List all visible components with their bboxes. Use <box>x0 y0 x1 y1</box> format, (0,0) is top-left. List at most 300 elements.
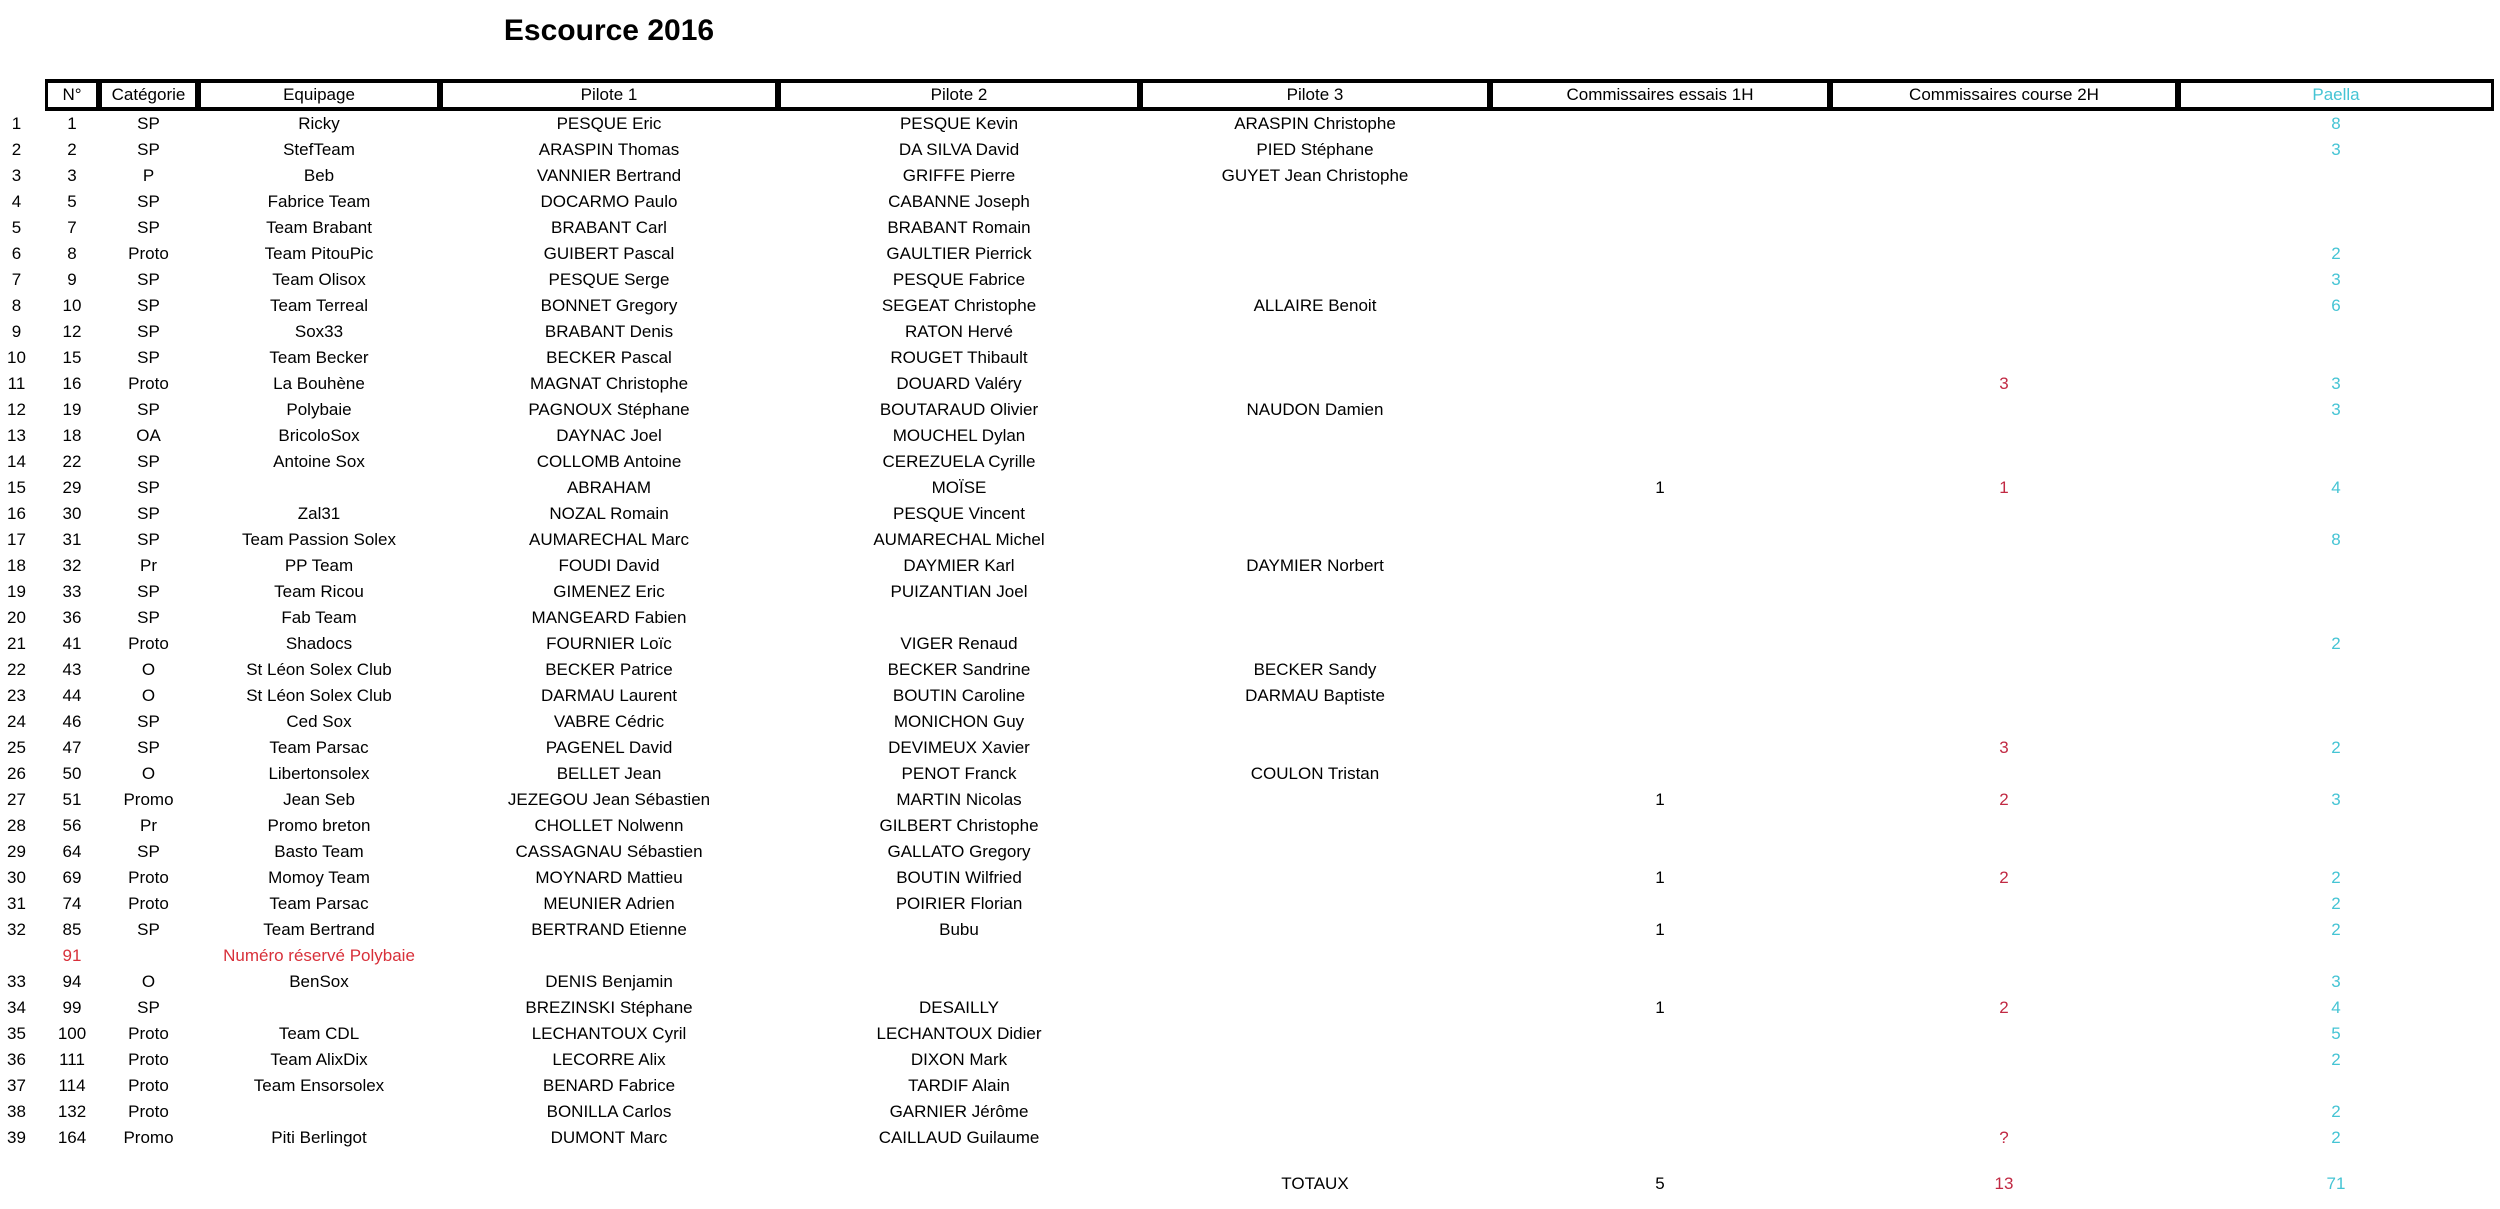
cell-course2h <box>1830 449 2178 475</box>
cell-p2: BOUTARAUD Olivier <box>879 400 1039 419</box>
table-row <box>0 345 2500 371</box>
cell-p1: VANNIER Bertrand <box>536 166 682 185</box>
cell-cat: SP <box>137 530 160 549</box>
cell-cat: SP <box>137 608 160 627</box>
cell-paella <box>2178 761 2494 787</box>
cell-p1: BONNET Gregory <box>540 296 678 315</box>
cell-idx: 5 <box>11 218 22 237</box>
cell-course2h: 3 <box>1999 738 2009 757</box>
cell-num: 85 <box>62 920 82 939</box>
cell-num: 12 <box>62 322 82 341</box>
cell-team: BenSox <box>289 972 349 991</box>
cell-p1: PAGENEL David <box>545 738 673 757</box>
cell-idx: 22 <box>7 660 26 679</box>
cell-cat: Proto <box>128 374 169 393</box>
table-row <box>0 189 2500 215</box>
cell-p2: DAYMIER Karl <box>903 556 1015 575</box>
cell-essais1h <box>1490 319 1830 345</box>
cell-p1: NOZAL Romain <box>549 504 669 523</box>
cell-p3 <box>1140 1099 1490 1125</box>
cell-paella: 2 <box>2331 244 2341 263</box>
cell-num: 2 <box>67 140 77 159</box>
cell-num: 10 <box>62 296 82 315</box>
cell-p2: DA SILVA David <box>898 140 1020 159</box>
table-row <box>0 449 2500 475</box>
cell-cat: SP <box>137 582 160 601</box>
cell-p1: ABRAHAM <box>566 478 652 497</box>
cell-p3 <box>1140 943 1490 969</box>
cell-cat: SP <box>137 192 160 211</box>
cell-num: 7 <box>67 218 77 237</box>
cell-cat: Proto <box>128 1102 169 1121</box>
cell-team: PP Team <box>284 556 354 575</box>
cell-paella <box>2178 215 2494 241</box>
cell-essais1h <box>1490 1021 1830 1047</box>
cell-p2 <box>778 943 1140 969</box>
cell-p1: MEUNIER Adrien <box>543 894 675 913</box>
cell-p1: COLLOMB Antoine <box>536 452 682 471</box>
cell-essais1h <box>1490 241 1830 267</box>
cell-course2h <box>1830 293 2178 319</box>
cell-idx: 33 <box>7 972 26 991</box>
cell-team: Ricky <box>298 114 340 133</box>
cell-essais1h <box>1490 579 1830 605</box>
cell-essais1h <box>1490 813 1830 839</box>
cell-cat: P <box>142 166 155 185</box>
cell-num: 18 <box>62 426 82 445</box>
cell-p2: MOUCHEL Dylan <box>892 426 1026 445</box>
cell-course2h <box>1830 137 2178 163</box>
cell-p1: GIMENEZ Eric <box>553 582 665 601</box>
cell-paella <box>2178 813 2494 839</box>
cell-p3 <box>1140 1047 1490 1073</box>
cell-idx: 1 <box>11 114 22 133</box>
cell-course2h <box>1830 163 2178 189</box>
cell-paella: 2 <box>2331 1102 2341 1121</box>
cell-cat: Promo <box>123 790 174 809</box>
column-header-pilote-1: Pilote 1 <box>443 83 775 107</box>
cell-cat: Proto <box>128 244 169 263</box>
cell-cat: O <box>141 764 156 783</box>
cell-num: 94 <box>62 972 82 991</box>
cell-p1: FOUDI David <box>558 556 660 575</box>
cell-essais1h <box>1490 215 1830 241</box>
cell-p1: GUIBERT Pascal <box>543 244 675 263</box>
cell-p3: DAYMIER Norbert <box>1246 556 1384 575</box>
cell-essais1h <box>1490 449 1830 475</box>
cell-team: Momoy Team <box>268 868 370 887</box>
cell-course2h <box>1830 527 2178 553</box>
page-title: Escource 2016 <box>503 14 715 47</box>
cell-cat: SP <box>137 998 160 1017</box>
cell-course2h <box>1830 683 2178 709</box>
cell-idx: 17 <box>7 530 26 549</box>
cell-p2: GALLATO Gregory <box>887 842 1031 861</box>
cell-p3 <box>1140 527 1490 553</box>
cell-course2h: 1 <box>1999 478 2009 497</box>
cell-cat: SP <box>137 712 160 731</box>
cell-num: 132 <box>57 1102 87 1121</box>
cell-p3 <box>1140 605 1490 631</box>
cell-course2h <box>1830 267 2178 293</box>
cell-paella <box>2178 839 2494 865</box>
table-row-reserved <box>0 943 2500 969</box>
cell-team: Beb <box>303 166 335 185</box>
cell-team <box>198 1099 440 1125</box>
cell-paella: 8 <box>2331 530 2341 549</box>
cell-p3 <box>1140 475 1490 501</box>
cell-essais1h: 1 <box>1655 920 1665 939</box>
column-header-commissaires-course: Commissaires course 2H <box>1833 83 2175 107</box>
table-row <box>0 969 2500 995</box>
cell-idx: 39 <box>7 1128 26 1147</box>
cell-course2h <box>1830 813 2178 839</box>
cell-p2: GILBERT Christophe <box>879 816 1039 835</box>
cell-idx: 32 <box>7 920 26 939</box>
cell-cat: Promo <box>123 1128 174 1147</box>
cell-p1: PAGNOUX Stéphane <box>528 400 690 419</box>
table-row <box>0 917 2500 943</box>
cell-p3 <box>1140 1073 1490 1099</box>
cell-idx: 7 <box>11 270 22 289</box>
cell-course2h: 2 <box>1999 868 2009 887</box>
cell-cat: SP <box>137 114 160 133</box>
cell-essais1h <box>1490 839 1830 865</box>
cell-p3 <box>1140 267 1490 293</box>
table-row <box>0 527 2500 553</box>
cell-course2h: 2 <box>1999 790 2009 809</box>
cell-essais1h <box>1490 943 1830 969</box>
table-row <box>0 501 2500 527</box>
column-header-pilote-3: Pilote 3 <box>1143 83 1487 107</box>
cell-p1: JEZEGOU Jean Sébastien <box>507 790 711 809</box>
cell-team: Team Parsac <box>269 894 369 913</box>
cell-num: 69 <box>62 868 82 887</box>
cell-idx: 19 <box>7 582 26 601</box>
cell-p3 <box>1140 579 1490 605</box>
cell-idx: 18 <box>7 556 26 575</box>
cell-essais1h <box>1490 267 1830 293</box>
cell-paella <box>2178 943 2494 969</box>
cell-num: 9 <box>67 270 77 289</box>
cell-num: 111 <box>59 1050 85 1069</box>
cell-paella: 2 <box>2331 894 2341 913</box>
cell-course2h <box>1830 111 2178 137</box>
cell-idx: 9 <box>11 322 22 341</box>
cell-idx: 15 <box>7 478 26 497</box>
table-row <box>0 137 2500 163</box>
cell-paella <box>2178 683 2494 709</box>
cell-cat: Proto <box>128 868 169 887</box>
cell-team: Team Becker <box>269 348 369 367</box>
cell-p3 <box>1140 189 1490 215</box>
cell-idx: 31 <box>7 894 26 913</box>
cell-num: 31 <box>62 530 82 549</box>
cell-essais1h <box>1490 631 1830 657</box>
cell-paella <box>2178 605 2494 631</box>
cell-p2: PENOT Franck <box>901 764 1017 783</box>
cell-num: 56 <box>62 816 82 835</box>
cell-p3 <box>1140 319 1490 345</box>
cell-paella: 3 <box>2331 140 2341 159</box>
cell-idx: 8 <box>11 296 22 315</box>
cell-team: StefTeam <box>283 140 355 159</box>
cell-course2h <box>1830 215 2178 241</box>
table-row <box>0 1021 2500 1047</box>
cell-team: Basto Team <box>274 842 364 861</box>
cell-essais1h <box>1490 657 1830 683</box>
cell-idx: 11 <box>7 374 26 393</box>
cell-p2: BOUTIN Wilfried <box>896 868 1022 887</box>
cell-paella <box>2178 319 2494 345</box>
cell-num: 3 <box>67 166 77 185</box>
table-row <box>0 267 2500 293</box>
cell-course2h <box>1830 891 2178 917</box>
cell-idx: 30 <box>7 868 26 887</box>
cell-paella <box>2178 501 2494 527</box>
table-row <box>0 475 2500 501</box>
cell-course2h: ? <box>1999 1128 2009 1147</box>
cell-paella: 4 <box>2331 478 2341 497</box>
cell-idx: 20 <box>7 608 26 627</box>
cell-team: Antoine Sox <box>273 452 365 471</box>
cell-idx: 26 <box>7 764 26 783</box>
cell-p1: MANGEARD Fabien <box>531 608 687 627</box>
cell-course2h <box>1830 1073 2178 1099</box>
cell-p2: RATON Hervé <box>904 322 1013 341</box>
cell-num: 46 <box>62 712 82 731</box>
cell-paella: 2 <box>2331 1050 2341 1069</box>
cell-essais1h <box>1490 969 1830 995</box>
cell-idx: 34 <box>7 998 26 1017</box>
cell-team: Jean Seb <box>283 790 355 809</box>
cell-cat: O <box>141 660 156 679</box>
cell-p1: DUMONT Marc <box>550 1128 668 1147</box>
cell-num: 33 <box>62 582 82 601</box>
table-row <box>0 839 2500 865</box>
cell-essais1h: 1 <box>1655 790 1665 809</box>
column-header-commissaires-essais: Commissaires essais 1H <box>1493 83 1827 107</box>
cell-course2h <box>1830 397 2178 423</box>
cell-essais1h <box>1490 163 1830 189</box>
cell-essais1h <box>1490 1047 1830 1073</box>
cell-num: 29 <box>62 478 82 497</box>
cell-idx: 4 <box>11 192 22 211</box>
cell-cat: SP <box>137 478 160 497</box>
cell-p2: MARTIN Nicolas <box>896 790 1022 809</box>
cell-team: Fab Team <box>281 608 357 627</box>
cell-num: 114 <box>58 1076 86 1095</box>
cell-paella: 2 <box>2331 1128 2341 1147</box>
cell-p3 <box>1140 969 1490 995</box>
cell-cat: Proto <box>128 1076 169 1095</box>
cell-idx: 23 <box>7 686 26 705</box>
cell-p1: ARASPIN Thomas <box>538 140 680 159</box>
table-body <box>0 111 2500 1197</box>
cell-paella: 2 <box>2331 738 2341 757</box>
cell-cat: SP <box>137 842 160 861</box>
totals-cell-p1 <box>440 1171 778 1197</box>
cell-cat: Pr <box>140 816 157 835</box>
totals-row <box>0 1171 2500 1197</box>
table-row <box>0 709 2500 735</box>
cell-essais1h <box>1490 605 1830 631</box>
cell-team <box>198 475 440 501</box>
cell-essais1h <box>1490 345 1830 371</box>
cell-paella: 5 <box>2331 1024 2341 1043</box>
cell-p1: CHOLLET Nolwenn <box>534 816 684 835</box>
cell-p2: PESQUE Fabrice <box>892 270 1026 289</box>
cell-p3 <box>1140 423 1490 449</box>
cell-num: 30 <box>62 504 82 523</box>
cell-course2h <box>1830 423 2178 449</box>
cell-essais1h <box>1490 137 1830 163</box>
cell-p2: DESAILLY <box>918 998 999 1017</box>
cell-cat: Proto <box>128 894 169 913</box>
cell-paella: 3 <box>2331 374 2341 393</box>
table-row <box>0 631 2500 657</box>
cell-p2: CAILLAUD Guilaume <box>878 1128 1040 1147</box>
cell-idx: 6 <box>11 244 22 263</box>
cell-p3 <box>1140 1125 1490 1151</box>
cell-p2 <box>778 969 1140 995</box>
cell-idx: 3 <box>11 166 22 185</box>
cell-cat: SP <box>137 452 160 471</box>
totals-paella: 71 <box>2326 1174 2346 1193</box>
cell-cat: SP <box>137 270 160 289</box>
cell-cat: SP <box>137 504 160 523</box>
cell-course2h <box>1830 345 2178 371</box>
cell-team: Team Brabant <box>266 218 372 237</box>
cell-team: Zal31 <box>297 504 341 523</box>
cell-num: 5 <box>67 192 77 211</box>
totals-essais-1h: 5 <box>1655 1174 1665 1193</box>
table-header-row <box>45 79 2494 111</box>
cell-paella: 3 <box>2331 270 2341 289</box>
table-row <box>0 163 2500 189</box>
cell-course2h <box>1830 761 2178 787</box>
cell-essais1h <box>1490 735 1830 761</box>
cell-team: Team PitouPic <box>264 244 374 263</box>
cell-paella: 6 <box>2331 296 2341 315</box>
cell-num: 64 <box>62 842 82 861</box>
cell-course2h <box>1830 657 2178 683</box>
cell-p1: DENIS Benjamin <box>545 972 673 991</box>
cell-paella <box>2178 709 2494 735</box>
cell-num: 41 <box>62 634 82 653</box>
cell-p2: PESQUE Vincent <box>893 504 1025 523</box>
cell-team: Team Bertrand <box>263 920 375 939</box>
cell-essais1h: 1 <box>1655 868 1665 887</box>
cell-p3 <box>1140 709 1490 735</box>
table-row <box>0 579 2500 605</box>
cell-idx: 13 <box>7 426 26 445</box>
cell-num: 22 <box>62 452 82 471</box>
cell-p1: AUMARECHAL Marc <box>529 530 689 549</box>
cell-p1: BRABANT Denis <box>544 322 674 341</box>
cell-cat: SP <box>137 322 160 341</box>
table-row <box>0 241 2500 267</box>
cell-team: Promo breton <box>267 816 371 835</box>
cell-p2: POIRIER Florian <box>895 894 1023 913</box>
table-row <box>0 683 2500 709</box>
cell-course2h: 3 <box>1999 374 2009 393</box>
cell-num: 100 <box>57 1024 87 1043</box>
totals-cell-team <box>198 1171 440 1197</box>
cell-p1: CASSAGNAU Sébastien <box>515 842 703 861</box>
cell-p1: PESQUE Eric <box>556 114 662 133</box>
table-row <box>0 891 2500 917</box>
cell-num: 19 <box>62 400 82 419</box>
cell-course2h <box>1830 943 2178 969</box>
cell-cat: SP <box>137 400 160 419</box>
cell-paella: 2 <box>2331 920 2341 939</box>
table-row <box>0 1099 2500 1125</box>
cell-p2: BOUTIN Caroline <box>892 686 1026 705</box>
cell-num: 50 <box>62 764 82 783</box>
cell-team: Piti Berlingot <box>271 1128 367 1147</box>
cell-p1: DOCARMO Paulo <box>540 192 678 211</box>
cell-p3: BECKER Sandy <box>1253 660 1377 679</box>
cell-p3 <box>1140 631 1490 657</box>
cell-p2: PESQUE Kevin <box>899 114 1019 133</box>
cell-idx: 38 <box>7 1102 26 1121</box>
cell-team: St Léon Solex Club <box>246 660 392 679</box>
cell-team: Ced Sox <box>286 712 352 731</box>
cell-num: 36 <box>62 608 82 627</box>
cell-paella: 2 <box>2331 868 2341 887</box>
cell-team: Team Terreal <box>270 296 368 315</box>
totals-cell-cat <box>99 1171 198 1197</box>
table-row <box>0 657 2500 683</box>
table-row <box>0 111 2500 137</box>
table-row <box>0 553 2500 579</box>
cell-paella <box>2178 189 2494 215</box>
cell-num: 74 <box>62 894 82 913</box>
cell-p3 <box>1140 865 1490 891</box>
cell-num: 99 <box>62 998 82 1017</box>
cell-p2: LECHANTOUX Didier <box>876 1024 1042 1043</box>
cell-p2: AUMARECHAL Michel <box>873 530 1045 549</box>
cell-team: Team Ensorsolex <box>253 1076 385 1095</box>
table-row <box>0 605 2500 631</box>
cell-num: 16 <box>62 374 82 393</box>
cell-idx: 14 <box>7 452 26 471</box>
cell-p1: BENARD Fabrice <box>542 1076 676 1095</box>
cell-p3 <box>1140 891 1490 917</box>
cell-p1: BERTRAND Etienne <box>531 920 687 939</box>
cell-p2: Bubu <box>939 920 979 939</box>
cell-idx: 21 <box>7 634 26 653</box>
cell-cat: SP <box>137 218 160 237</box>
cell-p3 <box>1140 839 1490 865</box>
cell-team: Team AlixDix <box>270 1050 368 1069</box>
cell-paella: 3 <box>2331 400 2341 419</box>
cell-course2h <box>1830 631 2178 657</box>
cell-p1: DARMAU Laurent <box>540 686 678 705</box>
table-row <box>0 1125 2500 1151</box>
cell-p3 <box>1140 501 1490 527</box>
cell-course2h <box>1830 1047 2178 1073</box>
cell-p2: ROUGET Thibault <box>890 348 1028 367</box>
cell-p1 <box>440 943 778 969</box>
cell-team: Team CDL <box>278 1024 360 1043</box>
column-header-equipage: Equipage <box>201 83 437 107</box>
cell-num: 164 <box>57 1128 87 1147</box>
table-row <box>0 787 2500 813</box>
totals-course-2h: 13 <box>1994 1174 2014 1193</box>
cell-essais1h: 1 <box>1655 998 1665 1017</box>
